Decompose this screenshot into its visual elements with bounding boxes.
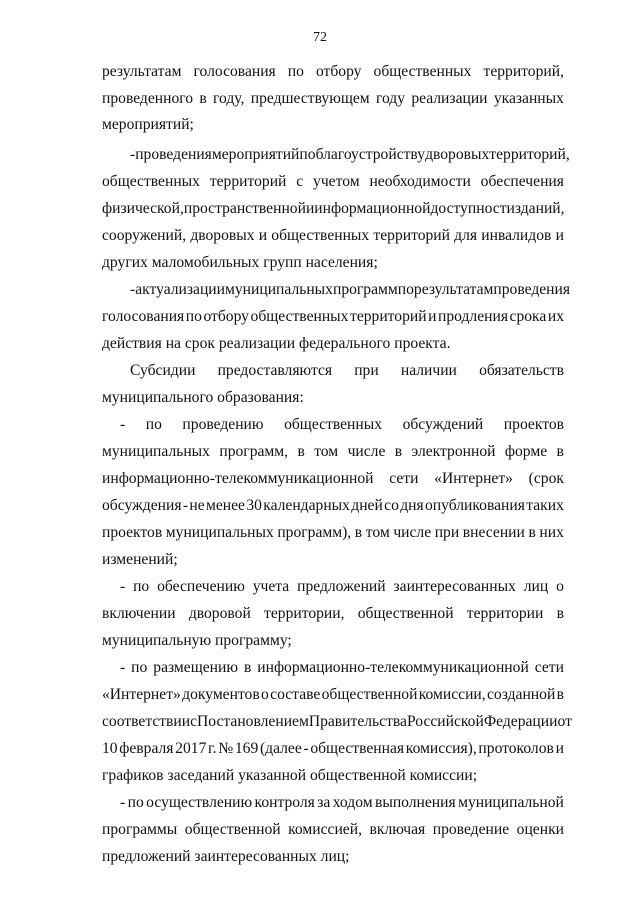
text-line: проектов муниципальных программ), в том числе при внесении в них <box>102 524 564 541</box>
text-line: соответствии с Постановлением Правительства Российской Федерации от <box>102 713 572 730</box>
text-line: действия на срок реализации федерального проекта. <box>102 335 451 352</box>
text-line: - по обеспечению учета предложений заинтересованных лиц о <box>120 578 564 595</box>
text-line: предложений заинтересованных лиц; <box>102 848 350 865</box>
text-line: результатам голосования по отбору общественных территорий, <box>102 63 564 80</box>
text-line: муниципального образования: <box>102 389 304 406</box>
text-line: проведенного в году, предшествующем году реализации указанных <box>102 90 564 107</box>
text-line: информационно-телекоммуникационной сети «Интернет» (срок <box>102 470 564 487</box>
text-line: голосования по отбору общественных территорий и продления срока их <box>102 308 564 325</box>
text-line: мероприятий; <box>102 116 194 133</box>
text-line: изменений; <box>102 551 178 568</box>
text-line: физической, пространственной и информационной доступности зданий, <box>102 200 565 217</box>
text-line: муниципальных программ, в том числе в электронной форме в <box>102 443 564 460</box>
text-line: - по осуществлению контроля за ходом выполнения муниципальной <box>120 794 564 811</box>
text-line: Субсидии предоставляются при наличии обязательств <box>130 362 564 379</box>
text-line: - проведения мероприятий по благоустройству дворовых территорий, <box>130 146 570 163</box>
page-number: 72 <box>313 30 327 45</box>
text-line: программы общественной комиссией, включая проведение оценки <box>102 821 564 838</box>
text-line: других маломобильных групп населения; <box>102 254 378 271</box>
text-line: «Интернет» документов о составе общественной комиссии, созданной в <box>102 686 564 703</box>
text-line: общественных территорий с учетом необходимости обеспечения <box>102 173 564 190</box>
text-line: - по размещению в информационно-телекоммуникационной сети <box>120 659 564 676</box>
text-line: - по проведению общественных обсуждений проектов <box>120 416 564 433</box>
text-line: включении дворовой территории, общественной территории в <box>102 605 564 622</box>
text-line: графиков заседаний указанной общественной комиссии; <box>102 767 478 784</box>
text-line: - актуализации муниципальных программ по результатам проведения <box>130 281 571 298</box>
text-line: сооружений, дворовых и общественных территорий для инвалидов и <box>102 227 564 244</box>
text-line: муниципальную программу; <box>102 632 292 649</box>
text-line: 10 февраля 2017 г. № 169 (далее - общественная комиссия), протоколов и <box>102 740 564 757</box>
text-line: обсуждения - не менее 30 календарных дней со дня опубликования таких <box>102 497 564 514</box>
